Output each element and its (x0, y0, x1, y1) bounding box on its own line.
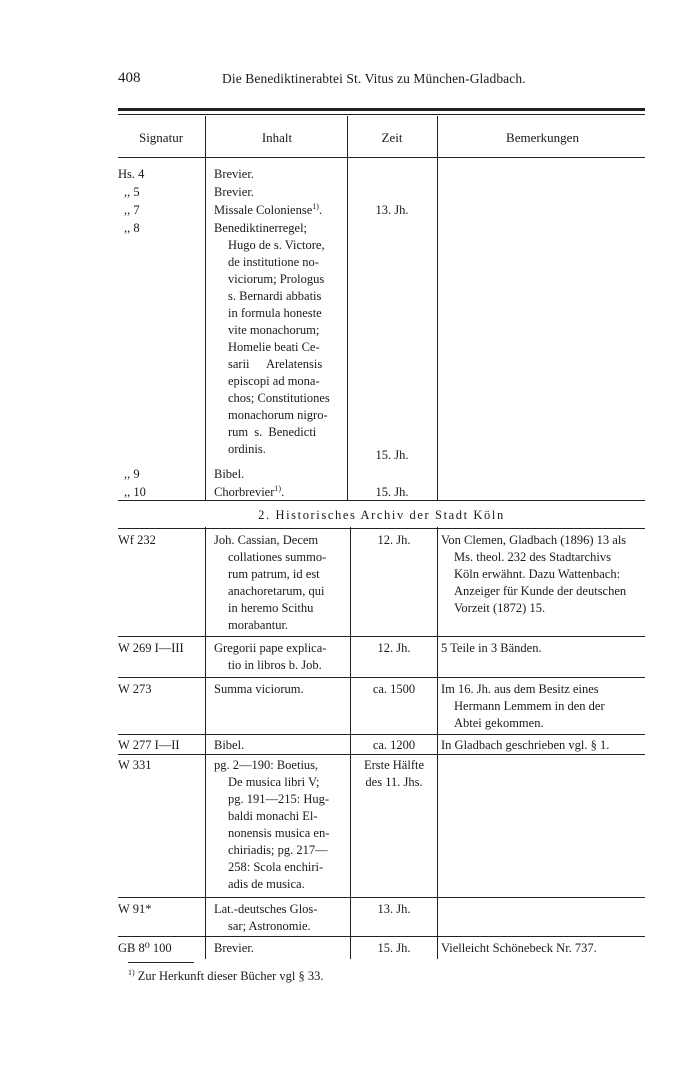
signatur-cell: ,, 10 (124, 485, 146, 499)
signatur-cell: W 273 (118, 682, 152, 696)
bemerkung-line: Vielleicht Schönebeck Nr. 737. (441, 941, 597, 955)
col-divider-1b (205, 527, 206, 959)
column-header-inhalt: Inhalt (261, 130, 293, 145)
zeit-cell: ca. 1500 (372, 682, 416, 696)
row-rule (118, 754, 645, 755)
zeit-cell: des 11. Jhs. (365, 775, 423, 789)
inhalt-line: Bibel. (214, 738, 245, 752)
inhalt-line: Hugo de s. Victore, (228, 238, 325, 252)
inhalt-line: Gregorii pape explica- (214, 641, 327, 655)
footnote-marker: 1) (274, 484, 282, 493)
column-header-bemerkungen: Bemerkungen (506, 130, 579, 145)
inhalt-line: viciorum; Prologus (228, 272, 325, 286)
col-divider-1 (205, 116, 206, 500)
inhalt-line: in formula honeste (228, 306, 322, 320)
bemerkung-line: Abtei gekommen. (454, 716, 544, 730)
bemerkung-line: Anzeiger für Kunde der deutschen (454, 584, 627, 598)
footnote-text: Zur Herkunft dieser Bücher vgl § 33. (137, 969, 324, 983)
inhalt-line: rum s. Benedicti (228, 425, 317, 439)
inhalt-line: morabantur. (228, 618, 289, 632)
inhalt-line: Joh. Cassian, Decem (214, 533, 319, 547)
inhalt-line: De musica libri V; (228, 775, 320, 789)
zeit-cell: 15. Jh. (375, 448, 409, 462)
bemerkung-line: Von Clemen, Gladbach (1896) 13 als (441, 533, 627, 547)
header-rule (118, 157, 645, 158)
inhalt-line: chos; Constitutiones (228, 391, 330, 405)
inhalt-line: vite monachorum; (228, 323, 320, 337)
signatur-cell: W 277 I—II (118, 738, 180, 752)
inhalt-line: sar; Astronomie. (228, 919, 311, 933)
signatur-cell: W 269 I—III (118, 641, 184, 655)
footnote-marker: 1) (312, 202, 319, 211)
inhalt-line: Bibel. (214, 467, 245, 481)
zeit-cell: 12. Jh. (377, 641, 411, 655)
signatur-cell: GB 8⁰ 100 (118, 941, 172, 955)
zeit-cell: 13. Jh. (375, 203, 409, 217)
footnote-rule (128, 962, 194, 963)
zeit-cell: 15. Jh. (375, 485, 409, 499)
inhalt-line: baldi monachi El- (228, 809, 318, 823)
bemerkung-line: Im 16. Jh. aus dem Besitz eines (441, 682, 599, 696)
row-rule (118, 936, 645, 937)
col-divider-2 (347, 116, 348, 500)
signatur-cell: W 331 (118, 758, 152, 772)
bemerkung-line: Vorzeit (1872) 15. (454, 601, 546, 615)
inhalt-line: de institutione no- (228, 255, 319, 269)
col-divider-3b (437, 527, 438, 959)
bemerkung-line: 5 Teile in 3 Bänden. (441, 641, 542, 655)
row-rule (118, 734, 645, 735)
inhalt-line: ordinis. (228, 442, 266, 456)
signatur-cell: ,, 7 (124, 203, 140, 217)
signatur-cell: ,, 8 (124, 221, 140, 235)
inhalt-line: collationes summo- (228, 550, 327, 564)
inhalt-line: pg. 2—190: Boetius, (214, 758, 319, 772)
row-rule (118, 528, 645, 529)
section-rule (118, 500, 645, 501)
zeit-cell: 13. Jh. (377, 902, 411, 916)
column-header-zeit: Zeit (381, 130, 403, 145)
inhalt-line: pg. 191—215: Hug- (228, 792, 330, 806)
signatur-cell: Hs. 4 (118, 167, 145, 181)
zeit-cell: 15. Jh. (377, 941, 411, 955)
inhalt-line: nonensis musica en- (228, 826, 330, 840)
inhalt-line: tio in libros b. Job. (228, 658, 322, 672)
row-rule (118, 636, 645, 637)
bemerkung-line: Köln erwähnt. Dazu Wattenbach: (454, 567, 621, 581)
bemerkung-line: Hermann Lemmem in den der (454, 699, 605, 713)
zeit-cell: Erste Hälfte (363, 758, 425, 772)
inhalt-line: rum patrum, id est (228, 567, 320, 581)
inhalt-line: in heremo Scithu (228, 601, 314, 615)
footnote-mark: 1) (128, 968, 135, 977)
page-number: 408 (118, 70, 141, 86)
inhalt-line: adis de musica. (228, 877, 305, 891)
col-divider-3 (437, 116, 438, 500)
inhalt-line: s. Bernardi abbatis (228, 289, 322, 303)
top-rule-thick (118, 108, 645, 111)
inhalt-line: Chorbrevier$^{1)}$. (214, 484, 285, 499)
zeit-cell: ca. 1200 (372, 738, 416, 752)
bemerkung-line: Ms. theol. 232 des Stadtarchivs (454, 550, 611, 564)
row-rule (118, 897, 645, 898)
inhalt-line: Lat.-deutsches Glos- (214, 902, 318, 916)
bemerkung-line: In Gladbach geschrieben vgl. § 1. (441, 738, 610, 752)
footnote (128, 968, 324, 985)
inhalt-line: sarii Arelatensis (228, 357, 323, 371)
inhalt-line: anachoretarum, qui (228, 584, 325, 598)
inhalt-line: Missale Coloniense$^{1)}$. (214, 202, 323, 217)
inhalt-line: chiriadis; pg. 217— (228, 843, 328, 857)
inhalt-line: Brevier. (214, 941, 254, 955)
signatur-cell: W 91* (118, 902, 152, 916)
signatur-cell: ,, 5 (124, 185, 140, 199)
inhalt-line: 258: Scola enchiri- (228, 860, 324, 874)
signatur-cell: ,, 9 (124, 467, 140, 481)
section-title: 2. Historisches Archiv der Stadt Köln (258, 508, 505, 522)
inhalt-line: Brevier. (214, 185, 254, 199)
zeit-cell: 12. Jh. (377, 533, 411, 547)
running-title: Die Benediktinerabtei St. Vitus zu München-Gladbach. (222, 71, 526, 86)
inhalt-line: episcopi ad mona- (228, 374, 320, 388)
inhalt-line: Benediktinerregel; (214, 221, 308, 235)
inhalt-line: Brevier. (214, 167, 254, 181)
inhalt-line: monachorum nigro- (228, 408, 328, 422)
signatur-cell: Wf 232 (118, 533, 156, 547)
inhalt-line: Summa viciorum. (214, 682, 304, 696)
inhalt-line: Homelie beati Ce- (228, 340, 320, 354)
top-rule-thin (118, 114, 645, 115)
row-rule (118, 677, 645, 678)
column-header-signatur: Signatur (138, 130, 184, 145)
